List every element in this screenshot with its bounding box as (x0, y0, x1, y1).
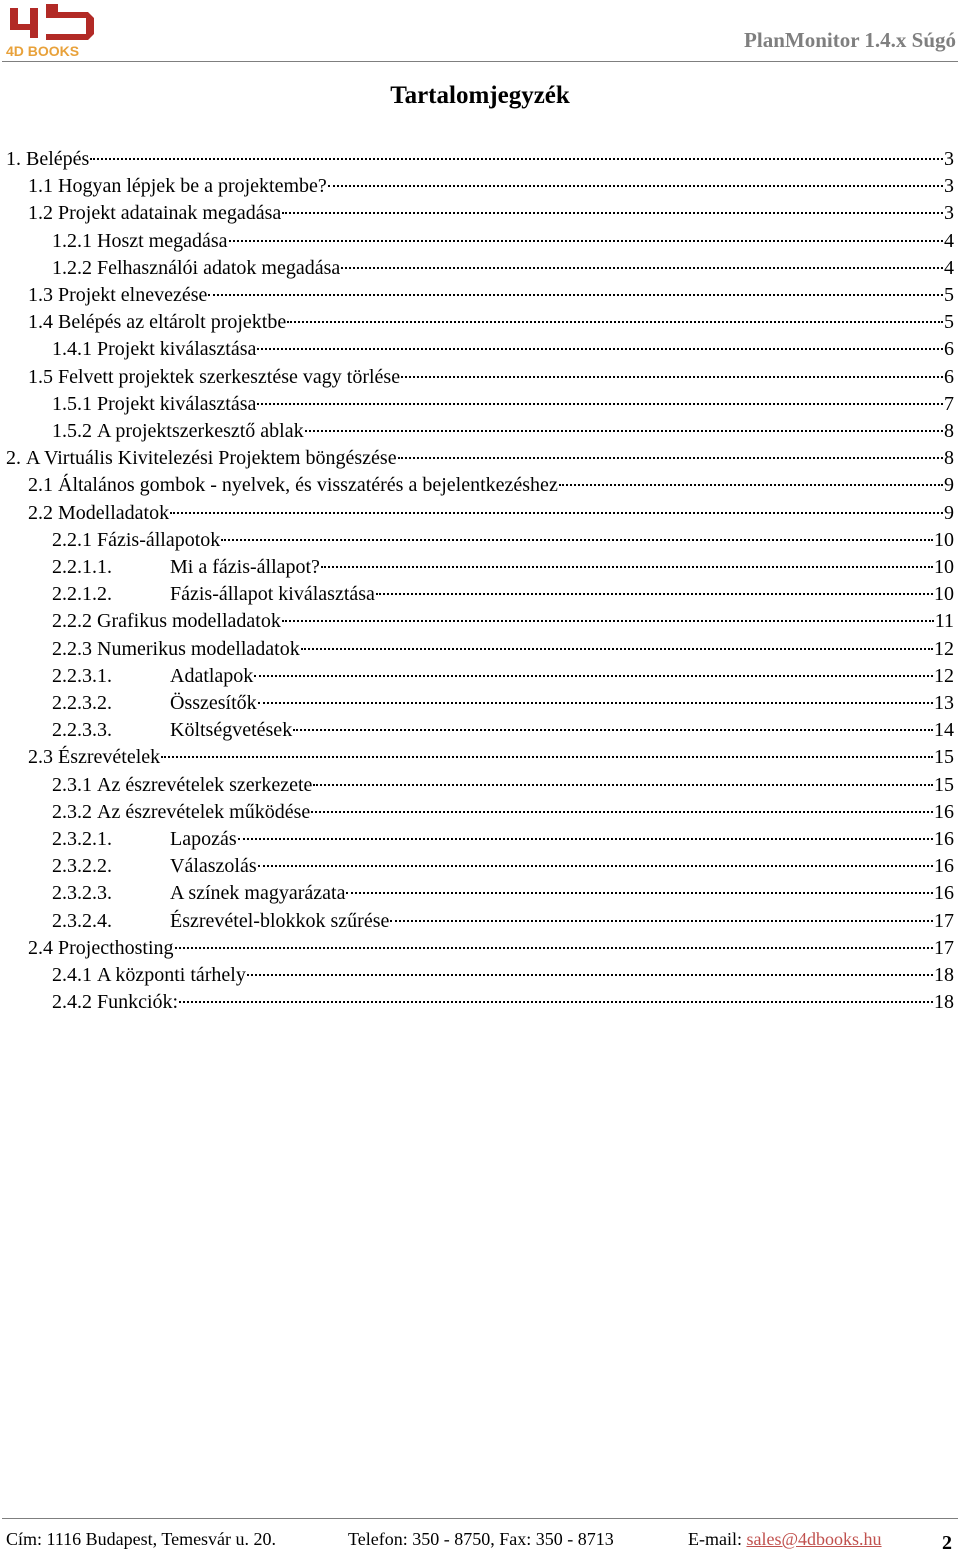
toc-entry-page: 3 (944, 175, 954, 198)
page-footer (0, 1514, 960, 1556)
toc-entry-page: 10 (934, 583, 954, 606)
toc-dot-leader (287, 321, 943, 323)
toc-dot-leader (257, 348, 943, 350)
toc-dot-leader (175, 947, 933, 949)
toc-entry[interactable] (52, 908, 954, 935)
toc-entry-label: Összesítők (170, 692, 257, 714)
toc-dot-leader (229, 240, 943, 242)
toc-entry-page: 12 (934, 664, 954, 687)
toc-dot-leader (305, 430, 943, 432)
toc-entry-number: 2.2.3.2. (52, 692, 112, 714)
toc-entry-number: 1.1 (28, 175, 53, 198)
toc-entry-number: 2.2.1.2. (52, 583, 112, 606)
toc-dot-leader (301, 648, 933, 650)
toc-dot-leader (90, 158, 943, 160)
toc-entry-label: Grafikus modelladatok (97, 610, 281, 633)
toc-entry-page: 17 (934, 909, 954, 932)
toc-entry-label: Általános gombok - nyelvek, és visszatérés a bejelentkezéshez (58, 474, 558, 497)
toc-dot-leader (247, 974, 933, 976)
toc-entry-number: 2.3.2 (52, 800, 92, 823)
toc-dot-leader (282, 620, 934, 622)
toc-entry-page: 10 (934, 528, 954, 551)
toc-entry[interactable] (28, 173, 954, 200)
toc-entry-label: Projekt kiválasztása (97, 338, 257, 361)
toc-entry-number: 2.2.1.1. (52, 556, 112, 578)
toc-entry[interactable] (52, 391, 954, 418)
toc-entry-number: 2.3.2.4. (52, 909, 112, 932)
toc-entry-number: 2.2.1 (52, 528, 92, 551)
toc-entry-label: Észrevételek (58, 746, 161, 769)
toc-entry[interactable] (52, 554, 954, 581)
toc-entry-number: 2.4.1 (52, 964, 92, 986)
toc-entry-label: Költségvetések (170, 719, 293, 742)
toc-dot-leader (258, 702, 933, 704)
toc-entry-page: 5 (944, 284, 954, 306)
toc-entry[interactable] (52, 255, 954, 282)
toc-entry[interactable] (28, 935, 954, 962)
toc-dot-leader (346, 892, 933, 894)
toc-entry-page: 15 (934, 746, 954, 769)
toc-dot-leader (254, 675, 933, 677)
4d-books-logo (4, 4, 96, 58)
toc-entry-page: 13 (934, 692, 954, 714)
footer-email (688, 1529, 882, 1550)
toc-entry-page: 6 (944, 365, 954, 388)
toc-entry[interactable] (52, 636, 954, 663)
footer-phone: Telefon: 350 - 8750, Fax: 350 - 8713 (348, 1529, 614, 1549)
toc-dot-leader (376, 593, 933, 595)
toc-entry-label: Modelladatok (58, 501, 170, 524)
toc-entry-number: 1.5 (28, 365, 53, 388)
toc-entry[interactable] (52, 418, 954, 445)
toc-entry-label: Adatlapok (170, 664, 254, 687)
toc-entry[interactable] (52, 527, 954, 554)
toc-entry-label: A projektszerkesztő ablak (97, 420, 304, 442)
toc-entry-number: 1.3 (28, 284, 53, 306)
toc-entry[interactable] (52, 880, 954, 907)
toc-entry[interactable] (28, 744, 954, 771)
toc-entry-label: Mi a fázis-állapot? (170, 556, 320, 578)
toc-entry-label: Hogyan lépjek be a projektembe? (58, 175, 327, 198)
toc-entry-page: 4 (944, 229, 954, 252)
toc-entry-page: 5 (944, 311, 954, 334)
toc-entry-label: Észrevétel-blokkok szűrése (170, 909, 390, 932)
toc-entry-number: 2. (6, 447, 21, 470)
toc-dot-leader (257, 403, 943, 405)
toc-entry-number: 1.5.1 (52, 392, 92, 415)
toc-entry-label: Az észrevételek működése (97, 800, 311, 823)
page-header (0, 0, 960, 62)
toc-entry-label: A központi tárhely (97, 964, 246, 986)
toc-entry-page: 6 (944, 338, 954, 361)
toc-entry[interactable] (52, 228, 954, 255)
toc-entry-number: 1. (6, 148, 21, 170)
toc-entry[interactable] (52, 962, 954, 989)
toc-entry-label: A Virtuális Kivitelezési Projektem böngészése (26, 447, 397, 470)
toc-entry-number: 2.2.3 (52, 637, 92, 660)
toc-dot-leader (161, 756, 933, 758)
toc-dot-leader (390, 920, 933, 922)
toc-dot-leader (328, 185, 943, 187)
toc-entry-number: 1.2.1 (52, 229, 92, 252)
header-divider (2, 61, 958, 62)
footer-divider (2, 1518, 958, 1519)
toc-dot-leader (321, 566, 933, 568)
toc-entry[interactable] (28, 472, 954, 499)
page-number: 2 (942, 1532, 952, 1554)
toc-entry-page: 16 (934, 855, 954, 878)
toc-entry-label: Hoszt megadása (97, 229, 228, 252)
toc-entry-label: Projekt elnevezése (58, 284, 208, 306)
toc-entry-page: 8 (944, 420, 954, 442)
toc-entry-number: 2.1 (28, 474, 53, 497)
toc-entry-label: Fázis-állapot kiválasztása (170, 583, 375, 606)
toc-entry[interactable] (52, 690, 954, 717)
toc-dot-leader (238, 838, 933, 840)
toc-entry[interactable] (28, 309, 954, 336)
toc-entry-label: Lapozás (170, 828, 237, 850)
toc-dot-leader (401, 376, 943, 378)
toc-entry-page: 15 (934, 773, 954, 796)
toc-entry-number: 1.5.2 (52, 420, 92, 442)
svg-text:4D BOOKS: 4D BOOKS (6, 43, 80, 58)
toc-entry-number: 1.4.1 (52, 338, 92, 361)
toc-entry-page: 3 (944, 202, 954, 225)
toc-entry-page: 7 (944, 392, 954, 415)
toc-entry-page: 14 (934, 719, 954, 742)
toc-entry-page: 12 (934, 637, 954, 660)
toc-entry[interactable] (28, 282, 954, 309)
toc-entry-page: 3 (944, 148, 954, 170)
toc-dot-leader (311, 811, 933, 813)
toc-entry-page: 9 (944, 501, 954, 524)
footer-address: Cím: 1116 Budapest, Temesvár u. 20. (6, 1529, 277, 1549)
toc-entry-page: 11 (934, 610, 954, 633)
toc-entry[interactable] (52, 772, 954, 799)
toc-dot-leader (341, 267, 943, 269)
toc-dot-leader (221, 539, 933, 541)
toc-entry-page: 17 (934, 936, 954, 959)
toc-entry-label: Belépés (26, 148, 90, 170)
toc-entry-label: Projekt kiválasztása (97, 392, 257, 415)
toc-entry-number: 2.2 (28, 501, 53, 524)
toc-entry-page: 4 (944, 256, 954, 279)
toc-entry-label: Projekt adatainak megadása (58, 202, 282, 225)
toc-entry[interactable] (52, 799, 954, 826)
toc-entry[interactable] (28, 500, 954, 527)
toc-entry-label: Válaszolás (170, 855, 257, 878)
toc-entry-page: 16 (934, 882, 954, 905)
toc-dot-leader (313, 784, 933, 786)
email-link[interactable]: sales@4dbooks.hu (746, 1529, 882, 1549)
toc-dot-leader (258, 865, 933, 867)
toc-dot-leader (559, 484, 943, 486)
toc-entry-page: 16 (934, 828, 954, 850)
toc-entry[interactable] (52, 663, 954, 690)
toc-entry-label: Projecthosting (58, 936, 174, 959)
toc-dot-leader (170, 512, 943, 514)
toc-entry-label: Az észrevételek szerkezete (97, 773, 313, 796)
toc-entry-page: 18 (934, 991, 954, 1014)
toc-entry-page: 10 (934, 556, 954, 578)
toc-entry[interactable] (52, 608, 954, 635)
toc-entry-number: 2.2.3.3. (52, 719, 112, 742)
toc-entry-label: Felvett projektek szerkesztése vagy törlése (58, 365, 401, 388)
toc-entry-number: 2.3.2.3. (52, 882, 112, 905)
toc-entry-number: 2.4.2 (52, 991, 92, 1014)
toc-entry-label: A színek magyarázata (170, 882, 346, 905)
toc-entry-number: 2.3.1 (52, 773, 92, 796)
toc-entry-number: 2.3.2.2. (52, 855, 112, 878)
toc-entry[interactable] (52, 989, 954, 1016)
toc-dot-leader (293, 729, 933, 731)
footer-email-label: E-mail: (688, 1529, 742, 1549)
toc-entry-label: Fázis-állapotok (97, 528, 221, 551)
toc-entry-label: Belépés az eltárolt projektbe (58, 311, 287, 334)
toc-entry-page: 18 (934, 964, 954, 986)
toc-entry-label: Numerikus modelladatok (97, 637, 300, 660)
toc-dot-leader (282, 212, 943, 214)
toc-dot-leader (179, 1001, 933, 1003)
toc-entry[interactable] (52, 336, 954, 363)
toc-entry[interactable] (52, 826, 954, 853)
toc-entry-number: 1.2.2 (52, 256, 92, 279)
toc-entry[interactable] (52, 581, 954, 608)
toc-entry-page: 16 (934, 800, 954, 823)
toc-entry[interactable] (28, 200, 954, 227)
toc-entry-page: 9 (944, 474, 954, 497)
toc-dot-leader (398, 457, 943, 459)
toc-entry-number: 1.2 (28, 202, 53, 225)
toc-entry[interactable] (28, 364, 954, 391)
toc-entry-label: Felhasználói adatok megadása (97, 256, 341, 279)
toc-entry[interactable] (52, 853, 954, 880)
toc-entry-label: Funkciók: (97, 991, 179, 1014)
toc-entry-page: 8 (944, 447, 954, 470)
toc-entry[interactable] (52, 717, 954, 744)
toc-entry-number: 1.4 (28, 311, 53, 334)
toc-entry[interactable] (6, 146, 954, 173)
toc-dot-leader (208, 294, 943, 296)
toc-entry[interactable] (6, 445, 954, 472)
document-title: PlanMonitor 1.4.x Súgó (744, 28, 956, 52)
toc-entry-number: 2.3 (28, 746, 53, 769)
toc-entry-number: 2.4 (28, 936, 53, 959)
toc-entry-number: 2.2.3.1. (52, 664, 112, 687)
toc-heading: Tartalomjegyzék (390, 82, 570, 109)
toc-entry-number: 2.3.2.1. (52, 828, 112, 850)
toc-entry-number: 2.2.2 (52, 610, 92, 633)
